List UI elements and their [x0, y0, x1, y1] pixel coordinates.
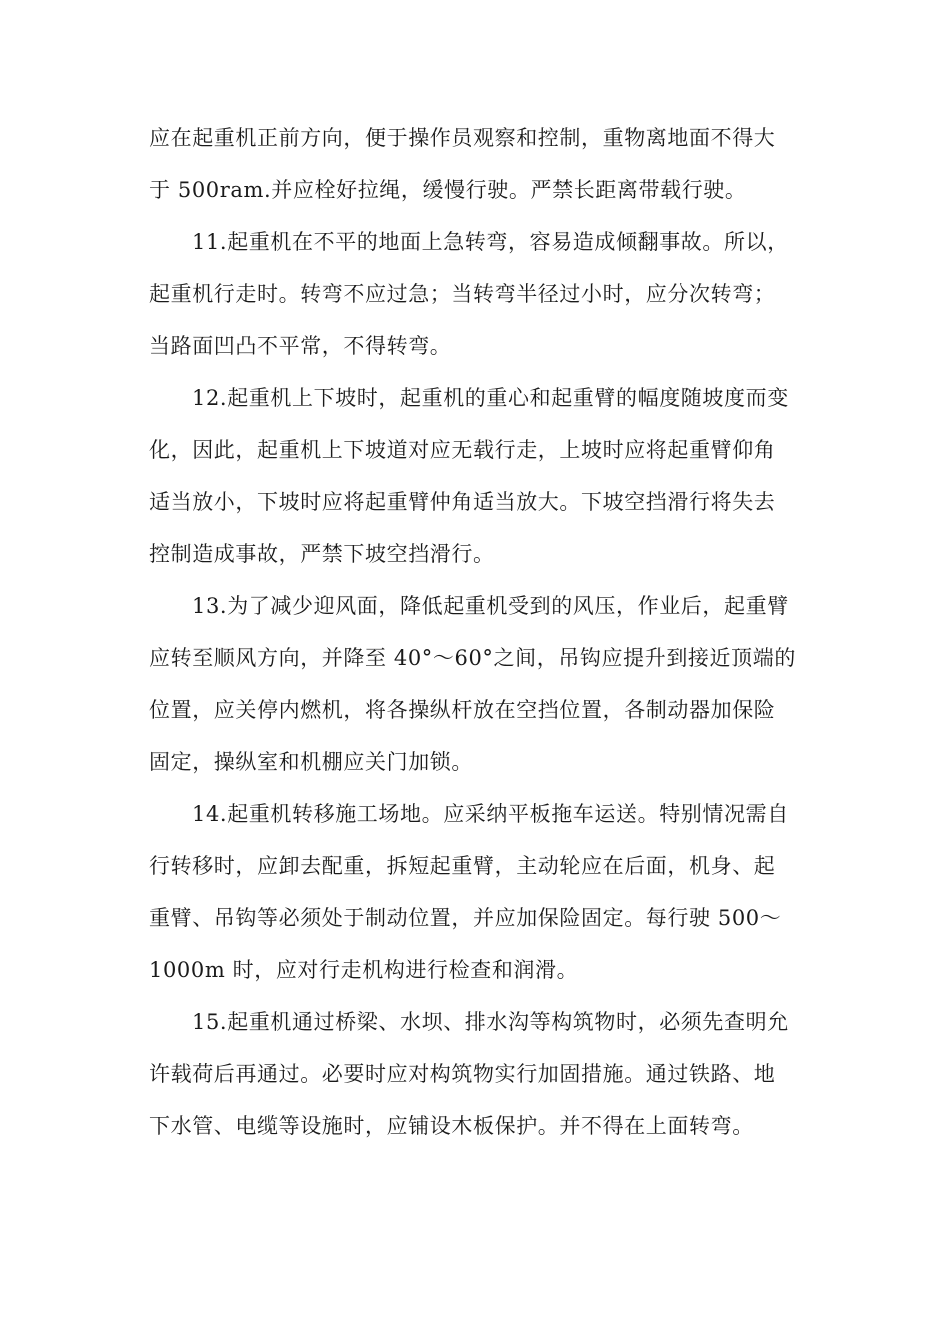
text-line: 应在起重机正前方向，便于操作员观察和控制，重物离地面不得大 [149, 126, 776, 150]
text-line: 位置，应关停内燃机，将各操纵杆放在空挡位置，各制动器加保险 [149, 698, 776, 722]
text-line: 适当放小，下坡时应将起重臂仲角适当放大。下坡空挡滑行将失去 [149, 490, 776, 514]
document-body [149, 112, 804, 1152]
text-line: 下水管、电缆等设施时，应铺设木板保护。并不得在上面转弯。 [149, 1114, 754, 1138]
text-line: 固定，操纵室和机棚应关门加锁。 [149, 750, 473, 774]
text-line: 重臂、吊钩等必须处于制动位置，并应加保险固定。每行驶 500～ [149, 906, 782, 930]
text-line: 起重机行走时。转弯不应过急；当转弯半径过小时，应分次转弯； [149, 282, 776, 306]
text-line: 当路面凹凸不平常，不得转弯。 [149, 334, 452, 358]
text-line: 行转移时，应卸去配重，拆短起重臂，主动轮应在后面，机身、起 [149, 854, 776, 878]
text-line: 于 500ram.并应栓好拉绳，缓慢行驶。严禁长距离带载行驶。 [149, 178, 747, 202]
paragraph-12-start: 12.起重机上下坡时，起重机的重心和起重臂的幅度随坡度而变 [192, 386, 789, 410]
paragraph-13-start: 13.为了减少迎风面，降低起重机受到的风压，作业后，起重臂 [192, 594, 789, 618]
text-line: 控制造成事故，严禁下坡空挡滑行。 [149, 542, 495, 566]
text-line: 1000m 时，应对行走机构进行检查和润滑。 [149, 958, 579, 982]
text-line: 化，因此，起重机上下坡道对应无载行走，上坡时应将起重臂仰角 [149, 438, 776, 462]
paragraph-15-start: 15.起重机通过桥梁、水坝、排水沟等构筑物时，必须先查明允 [192, 1010, 789, 1034]
paragraph-14-start: 14.起重机转移施工场地。应采纳平板拖车运送。特别情况需自 [192, 802, 789, 826]
text-line: 许载荷后再通过。必要时应对构筑物实行加固措施。通过铁路、地 [149, 1062, 776, 1086]
text-line: 应转至顺风方向，并降至 40°～60°之间，吊钩应提升到接近顶端的 [149, 646, 796, 670]
paragraph-11-start: 11.起重机在不平的地面上急转弯，容易造成倾翻事故。所以， [192, 230, 789, 254]
